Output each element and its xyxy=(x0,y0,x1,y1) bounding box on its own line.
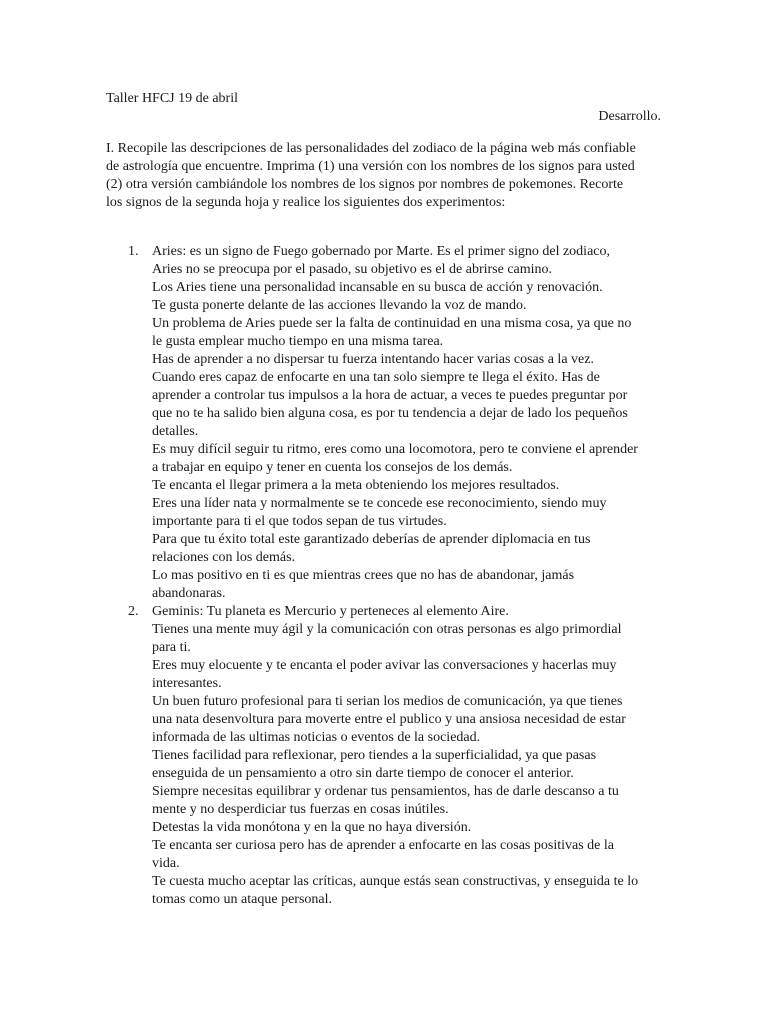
text-line: Tienes una mente muy ágil y la comunicación con otras personas es algo primordial xyxy=(152,622,622,637)
text-line: Cuando eres capaz de enfocarte en una tan solo siempre te llega el éxito. Has de xyxy=(152,370,600,385)
text-line: Eres una líder nata y normalmente se te concede ese reconocimiento, siendo muy xyxy=(152,496,607,511)
text-line: Te gusta ponerte delante de las acciones llevando la voz de mando. xyxy=(152,298,527,313)
text-line: una nata desenvoltura para moverte entre el publico y una ansiosa necesidad de estar xyxy=(152,712,626,727)
intro-line: I. Recopile las descripciones de las personalidades del zodiaco de la página web más confiable xyxy=(106,141,636,156)
text-line: relaciones con los demás. xyxy=(152,550,296,565)
list-item-geminis xyxy=(128,603,668,909)
text-line: importante para ti el que todos sepan de tus virtudes. xyxy=(152,514,447,529)
text-line: Un problema de Aries puede ser la falta de continuidad en una misma cosa, ya que no xyxy=(152,316,632,331)
text-line: informada de las ultimas noticias o eventos de la sociedad. xyxy=(152,730,481,745)
text-line: Los Aries tiene una personalidad incansable en su busca de acción y renovación. xyxy=(152,280,603,295)
text-line: Aries no se preocupa por el pasado, su objetivo es el de abrirse camino. xyxy=(152,262,553,277)
text-line: Lo mas positivo en ti es que mientras crees que no has de abandonar, jamás xyxy=(152,568,575,583)
text-line: Aries: es un signo de Fuego gobernado por Marte. Es el primer signo del zodiaco, xyxy=(152,244,611,259)
list-item-number: 1. xyxy=(128,244,139,259)
text-line: interesantes. xyxy=(152,676,222,691)
text-line: para ti. xyxy=(152,640,191,655)
text-line: Geminis: Tu planeta es Mercurio y perteneces al elemento Aire. xyxy=(152,604,509,619)
text-line: Te cuesta mucho aceptar las críticas, aunque estás sean constructivas, y enseguida te lo xyxy=(152,874,639,889)
text-line: a trabajar en equipo y tener en cuenta los consejos de los demás. xyxy=(152,460,513,475)
text-line: enseguida de un pensamiento a otro sin darte tiempo de conocer el anterior. xyxy=(152,766,574,781)
list-item-aries xyxy=(128,243,668,603)
text-line: abandonaras. xyxy=(152,586,226,601)
list-item-number: 2. xyxy=(128,604,139,619)
text-line: Un buen futuro profesional para ti serian los medios de comunicación, ya que tienes xyxy=(152,694,623,709)
list-item-text xyxy=(152,243,668,603)
text-line: aprender a controlar tus impulsos a la hora de actuar, a veces te puedes preguntar por xyxy=(152,388,628,403)
text-line: le gusta emplear mucho tiempo en una misma tarea. xyxy=(152,334,444,349)
intro-line: de astrología que encuentre. Imprima (1) una versión con los nombres de los signos para usted xyxy=(106,159,635,174)
text-line: que no te ha salido bien alguna cosa, es por tu tendencia a dejar de lado los pequeños xyxy=(152,406,628,421)
intro-line: (2) otra versión cambiándole los nombres de los signos por nombres de pokemones. Recorte xyxy=(106,177,624,192)
text-line: tomas como un ataque personal. xyxy=(152,892,333,907)
text-line: mente y no desperdiciar tus fuerzas en cosas inútiles. xyxy=(152,802,449,817)
text-line: Has de aprender a no dispersar tu fuerza intentando hacer varias cosas a la vez. xyxy=(152,352,594,367)
numbered-list xyxy=(128,243,668,909)
intro-line: los signos de la segunda hoja y realice los siguientes dos experimentos: xyxy=(106,195,506,210)
text-line: detalles. xyxy=(152,424,199,439)
text-line: Tienes facilidad para reflexionar, pero tiendes a la superficialidad, ya que pasas xyxy=(152,748,597,763)
section-heading: Desarrollo. xyxy=(598,109,661,124)
text-line: Detestas la vida monótona y en la que no haya diversión. xyxy=(152,820,472,835)
text-line: Para que tu éxito total este garantizado deberías de aprender diplomacia en tus xyxy=(152,532,591,547)
text-line: Eres muy elocuente y te encanta el poder avivar las conversaciones y hacerlas muy xyxy=(152,658,617,673)
text-line: vida. xyxy=(152,856,180,871)
text-line: Siempre necesitas equilibrar y ordenar tus pensamientos, has de darle descanso a tu xyxy=(152,784,619,799)
intro-paragraph xyxy=(106,140,662,212)
list-item-text xyxy=(152,603,668,909)
text-line: Te encanta el llegar primera a la meta obteniendo los mejores resultados. xyxy=(152,478,560,493)
document-title: Taller HFCJ 19 de abril xyxy=(106,91,238,106)
text-line: Te encanta ser curiosa pero has de aprender a enfocarte en las cosas positivas de la xyxy=(152,838,614,853)
text-line: Es muy difícil seguir tu ritmo, eres como una locomotora, pero te conviene el aprender xyxy=(152,442,638,457)
